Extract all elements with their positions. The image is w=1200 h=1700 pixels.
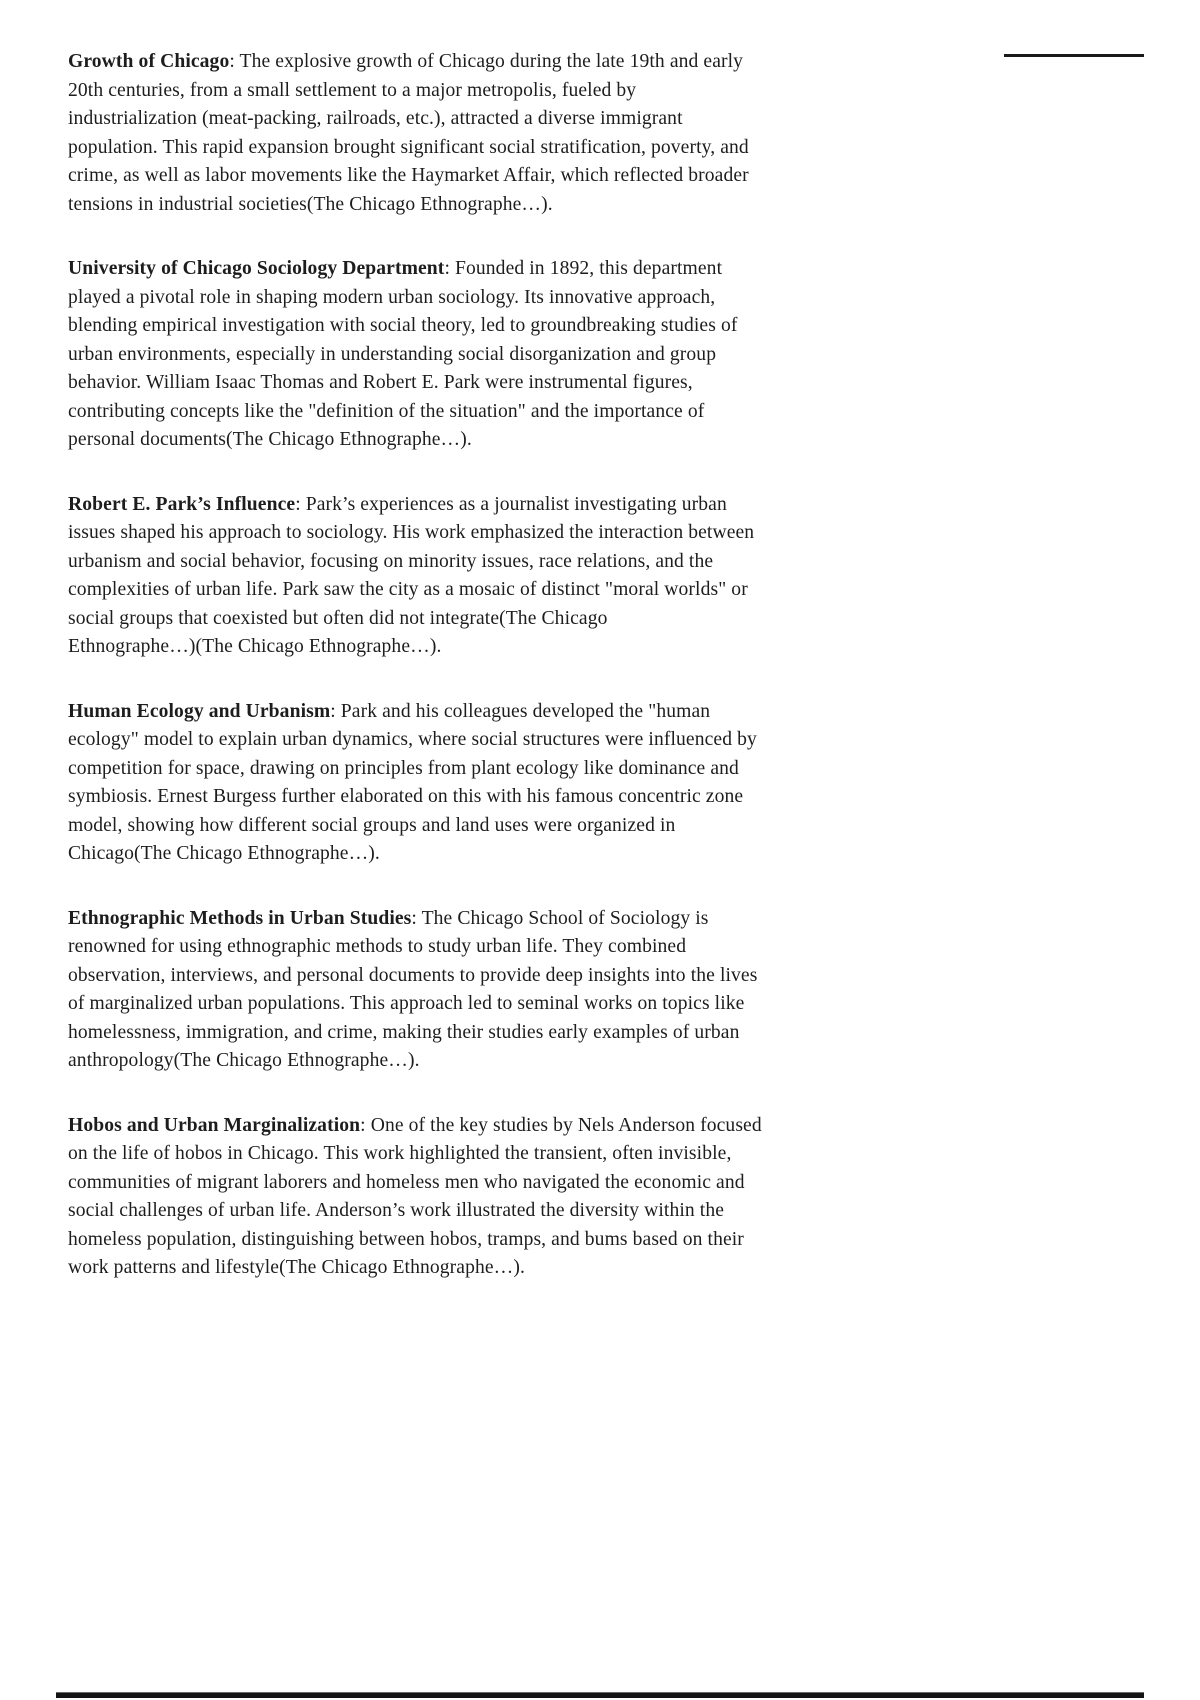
paragraph-line: social challenges of urban life. Anderson’s work illustrated the diversity within the — [68, 1200, 725, 1221]
paragraph-heading: University of Chicago Sociology Department — [68, 258, 445, 279]
paragraph-line: : Founded in 1892, this department — [444, 258, 723, 279]
paragraph-heading: Growth of Chicago — [68, 51, 230, 72]
paragraph-line: competition for space, drawing on principles from plant ecology like dominance and — [68, 757, 739, 779]
paragraph-line: : Park and his colleagues developed the "human — [330, 700, 711, 722]
paragraph-line: homeless population, distinguishing between hobos, tramps, and bums based on their — [68, 1228, 744, 1250]
paragraph-heading: Ethnographic Methods in Urban Studies — [68, 907, 412, 929]
bottom-rule — [56, 1692, 1144, 1698]
paragraph-line: : Park’s experiences as a journalist investigating urban — [295, 493, 727, 515]
paragraph-heading: Robert E. Park’s Influence — [68, 493, 296, 515]
paragraph-line: work patterns and lifestyle(The Chicago Ethnographe…). — [68, 1257, 526, 1278]
paragraph-line: on the life of hobos in Chicago. This work highlighted the transient, often invisible, — [68, 1143, 732, 1164]
paragraph-line: blending empirical investigation with social theory, led to groundbreaking studies of — [68, 315, 738, 336]
paragraph-heading: Hobos and Urban Marginalization — [68, 1114, 361, 1136]
paragraph-heading: Human Ecology and Urbanism — [68, 700, 331, 722]
paragraph-line: industrialization (meat-packing, railroads, etc.), attracted a diverse immigrant — [68, 108, 683, 129]
paragraph-line: : The explosive growth of Chicago during the late 19th and early — [229, 51, 744, 72]
paragraph-human-ecology — [68, 698, 1068, 869]
paragraph-line: complexities of urban life. Park saw the city as a mosaic of distinct "moral worlds" or — [68, 579, 748, 600]
paragraph-line: personal documents(The Chicago Ethnographe…). — [68, 429, 472, 450]
paragraph-line: communities of migrant laborers and homeless men who navigated the economic and — [68, 1171, 745, 1193]
paragraph-line: urbanism and social behavior, focusing on minority issues, race relations, and the — [68, 550, 714, 572]
paragraph-line: : One of the key studies by Nels Anderson focused — [360, 1114, 762, 1136]
paragraph-line: observation, interviews, and personal documents to provide deep insights into the lives — [68, 964, 758, 986]
paragraph-line: ecology" model to explain urban dynamics, where social structures were influenced by — [68, 729, 757, 750]
paragraph-line: Ethnographe…)(The Chicago Ethnographe…). — [68, 636, 442, 657]
paragraph-line: 20th centuries, from a small settlement to a major metropolis, fueled by — [68, 79, 637, 101]
paragraph-line: homelessness, immigration, and crime, making their studies early examples of urban — [68, 1021, 740, 1043]
paragraph-line: symbiosis. Ernest Burgess further elaborated on this with his famous concentric zone — [68, 786, 744, 807]
paragraph-line: crime, as well as labor movements like the Haymarket Affair, which reflected broader — [68, 165, 749, 186]
paragraph-line: population. This rapid expansion brought significant social stratification, poverty, and — [68, 136, 749, 158]
paragraph-growth-of-chicago — [68, 48, 1068, 219]
paragraph-line: social groups that coexisted but often did not integrate(The Chicago — [68, 607, 608, 629]
document-body — [68, 48, 1068, 1319]
paragraph-line: anthropology(The Chicago Ethnographe…). — [68, 1050, 420, 1071]
paragraph-line: model, showing how different social groups and land uses were organized in — [68, 814, 676, 836]
paragraph-line: contributing concepts like the "definition of the situation" and the importance of — [68, 400, 705, 422]
paragraph-line: urban environments, especially in understanding social disorganization and group — [68, 343, 717, 365]
paragraph-line: of marginalized urban populations. This approach led to seminal works on topics like — [68, 993, 745, 1014]
paragraph-park-influence — [68, 491, 1068, 662]
paragraph-line: played a pivotal role in shaping modern urban sociology. Its innovative approach, — [68, 286, 716, 308]
paragraph-line: issues shaped his approach to sociology. His work emphasized the interaction between — [68, 522, 755, 543]
paragraph-line: Chicago(The Chicago Ethnographe…). — [68, 843, 380, 864]
paragraph-line: renowned for using ethnographic methods to study urban life. They combined — [68, 936, 687, 957]
paragraph-hobos-marginalization — [68, 1112, 1068, 1283]
paragraph-line: : The Chicago School of Sociology is — [411, 907, 709, 929]
paragraph-sociology-department — [68, 255, 1068, 455]
paragraph-line: behavior. William Isaac Thomas and Robert E. Park were instrumental figures, — [68, 372, 693, 393]
paragraph-line: tensions in industrial societies(The Chicago Ethnographe…). — [68, 193, 553, 215]
paragraph-ethnographic-methods — [68, 905, 1068, 1076]
